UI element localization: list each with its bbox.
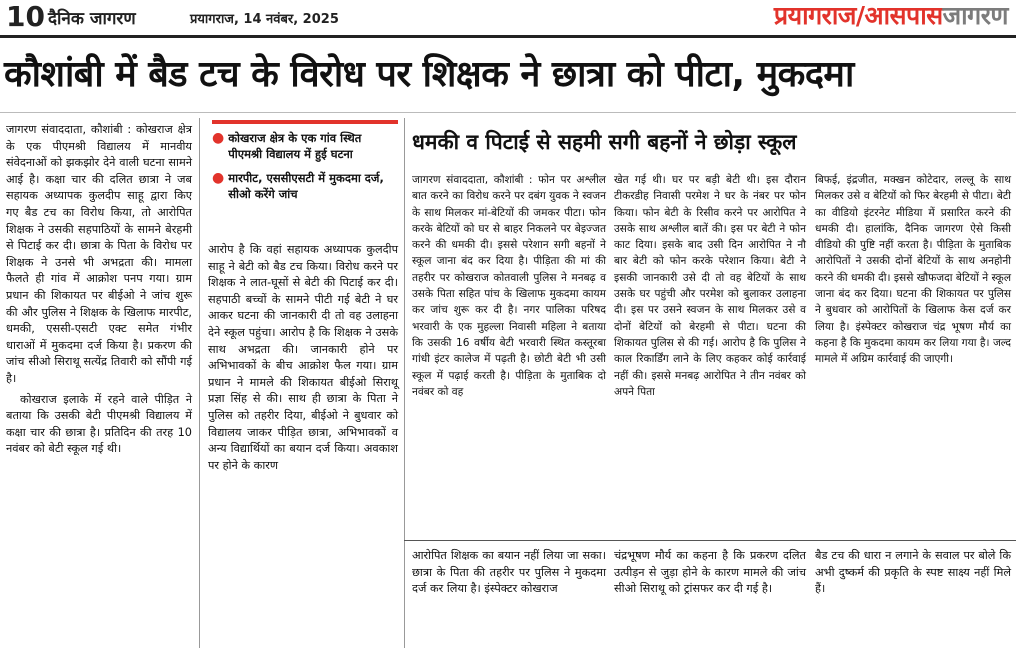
highlight-item xyxy=(212,170,398,202)
story2-column-2 xyxy=(614,172,806,404)
story-divider xyxy=(404,540,1016,541)
story2-column-3 xyxy=(815,172,1011,372)
continuation-column-3 xyxy=(815,548,1011,602)
highlights-bar xyxy=(212,120,398,124)
paragraph: आरोप है कि वहां सहायक अध्यापक कुलदीप साहू ने बेटी को बैड टच किया। विरोध करने पर शिक्षक ने लात-घूसों से बेटी की पिटाई कर दी। सहपाठी बच्चों के सामने पीटी गई बेटी ने घर आकर घटना की जानकारी दी तो वह उलाहना देने स्कूल पहुंचा। आरोप है कि शिक्षक ने उसके साथ अभद्रता की। जानकारी होने पर अभिभावकों के बीच आक्रोश फैल गया। ग्राम प्रधान ने मामले की शिकायत बीईओ सिराथू प्रज्ञा सिंह से की। साथ ही छात्रा के पिता ने पुलिस को तहरीर दिया, बीईओ ने बुधवार को विद्यालय जाकर पीड़ित छात्रा, अभिभावकों व अन्य विद्यार्थियों का बयान दर्ज किया। अवकाश पर होने के कारण xyxy=(208,243,398,472)
highlight-text: कोखराज क्षेत्र के एक गांव स्थित पीएमश्री विद्यालय में हुई घटना xyxy=(228,131,362,161)
paragraph: बैड टच की धारा न लगाने के सवाल पर बोले कि अभी दुष्कर्म की प्रकृति के स्पष्ट साक्ष्य नहीं मिले हैं। xyxy=(815,549,1011,596)
continuation-column-1 xyxy=(412,548,606,602)
main-headline: कौशांबी में बैड टच के विरोध पर शिक्षक ने छात्रा को पीटा, मुकदमा xyxy=(4,54,854,95)
paragraph: जागरण संवाददाता, कौशांबी : फोन पर अश्लील बात करने का विरोध करने पर दबंग युवक ने स्वजन के साथ मिलकर मां-बेटियों की जमकर पीटा। फोन करके बेटियों को घर से बाहर निकलने पर बेइज्जत करने की धमकी दी। इससे परेशान सगी बहनों ने स्कूल जाना बंद कर दिया है। पीड़िता की मां की तहरीर पर कोखराज कोतवाली पुलिस ने मनबढ़ व उसके पिता सहित पांच के खिलाफ मुकदमा कायम कर जांच शुरू कर दी है। नगर पालिका परिषद भरवारी के एक मुहल्ला निवासी महिला ने बताया कि उसकी 16 वर्षीय बेटी भरवारी स्थित कस्तूरबा गांधी इंटर कालेज में पढ़ती है। छोटी बेटी भी उसी स्कूल में पढ़ाई करती है। पीड़िता के मुताबिक दो नवंबर को वह xyxy=(412,174,606,398)
page-header xyxy=(0,0,1016,34)
paragraph: आरोपित शिक्षक का बयान नहीं लिया जा सका। छात्रा के पिता की तहरीर पर पुलिस ने मुकदमा दर्ज कर लिया है। इंस्पेक्टर कोखराज xyxy=(412,549,606,596)
paragraph: जागरण संवाददाता, कौशांबी : कोखराज क्षेत्र के एक पीएमश्री विद्यालय में मानवीय संवेदनाओं को झकझोर देने वाली घटना सामने आई है। कक्षा चार की दलित छात्रा ने जब सहायक अध्यापक कुलदीप साहू द्वारा किए गए बैड टच का विरोध किया, तो आरोपित शिक्षक ने उसकी सहपाठियों के सामने बेरहमी से पिटाई कर दी। छात्रा के पिता के विरोध पर शिक्षक ने उनसे भी अभद्रता की। मामला फैलते ही गांव में आक्रोश पनप गया। ग्राम प्रधान की शिकायत पर बीईओ ने जांच शुरू की और पुलिस ने शिक्षक के खिलाफ मारपीट, धमकी, एससी-एसटी एक्ट समेत गंभीर धाराओं में मुकदमा दर्ज किया है। प्रकरण की जांच सीओ सिराथू सत्येंद्र तिवारी को सौंपी गई है। xyxy=(6,123,192,385)
section-title-grey: जागरण xyxy=(942,1,1008,30)
highlights-box xyxy=(212,120,398,210)
article-column-1 xyxy=(6,122,192,462)
paragraph: कोखराज इलाके में रहने वाले पीड़ित ने बताया कि उसकी बेटी पीएमश्री विद्यालय में कक्षा चार की छात्रा है। प्रतिदिन की तरह 10 नवंबर को बेटी स्कूल गई थी। xyxy=(6,392,192,456)
paper-name: दैनिक जागरण xyxy=(48,9,136,29)
section-title xyxy=(774,0,1008,32)
story2-column-1 xyxy=(412,172,606,404)
bullet-icon: ● xyxy=(212,170,225,186)
paragraph: बिफई, इंद्रजीत, मक्खन कोटेदार, लल्लू के साथ मिलकर उसे व बेटियों को फिर बेरहमी से पीटा। बेटी का वीडियो इंटरनेट मीडिया में प्रसारित करने की धमकी दी। हालांकि, दैनिक जागरण ऐसे किसी वीडियो की पुष्टि नहीं करता है। पीड़िता के मुताबिक आरोपितों ने उसकी दोनों बेटियों के साथ अनहोनी करने की धमकी दी। इससे खौफजदा बेटियों ने स्कूल जाना बंद कर दिया। घटना की शिकायत पर पुलिस ने बुधवार को आरोपितों के खिलाफ केस दर्ज कर लिया है। इंस्पेक्टर कोखराज चंद्र भूषण मौर्य का कहना है कि मुकदमा कायम कर लिया गया है। जल्द मामले में अग्रिम कार्रवाई की जाएगी। xyxy=(815,174,1011,366)
article-column-2 xyxy=(208,242,398,478)
column-divider xyxy=(199,118,200,648)
paragraph: चंद्रभूषण मौर्य का कहना है कि प्रकरण दलित उत्पीड़न से जुड़ा होने के कारण मामले की जांच सीओ सिराथू को ट्रांसफर कर दी गई है। xyxy=(614,549,806,596)
bullet-icon: ● xyxy=(212,130,225,146)
highlight-item xyxy=(212,130,398,162)
continuation-column-2 xyxy=(614,548,806,602)
paragraph: खेत गई थी। घर पर बड़ी बेटी थी। इस दौरान टीकरडीह निवासी परमेश ने घर के नंबर पर फोन किया। फोन बेटी के रिसीव करने पर आरोपित ने उसके साथ अश्लील बातें की। इस पर बेटी ने फोन काट दिया। इसके बाद उसी दिन आरोपित ने नौ बार बेटी को फोन करके परेशान किया। बेटी ने इसकी जानकारी उसे दी तो वह बेटियों के साथ उसके घर पहुंची और परमेश को बुलाकर उलाहना दी। इस पर उसने स्वजन के साथ मिलकर उसे व दोनों बेटियों को बेरहमी से पीटा। घटना की शिकायत पुलिस से की गई। आरोप है कि पुलिस ने काल रिकार्डिंग लाने के लिए कहकर कोई कार्रवाई नहीं की। इससे मनबढ़ आरोपित ने तीन नवंबर को अपने पिता xyxy=(614,174,806,398)
sub-headline: धमकी व पिटाई से सहमी सगी बहनों ने छोड़ा स्कूल xyxy=(412,130,797,154)
headline-rule xyxy=(0,112,1016,113)
place-date: प्रयागराज, 14 नवंबर, 2025 xyxy=(190,12,339,27)
section-title-red: प्रयागराज/आसपास xyxy=(773,1,943,30)
column-divider xyxy=(404,118,405,648)
header-rule xyxy=(0,35,1016,38)
page-number: 10 xyxy=(6,0,45,33)
highlight-text: मारपीट, एससीएसटी में मुकदमा दर्ज, सीओ करेंगे जांच xyxy=(228,171,384,201)
